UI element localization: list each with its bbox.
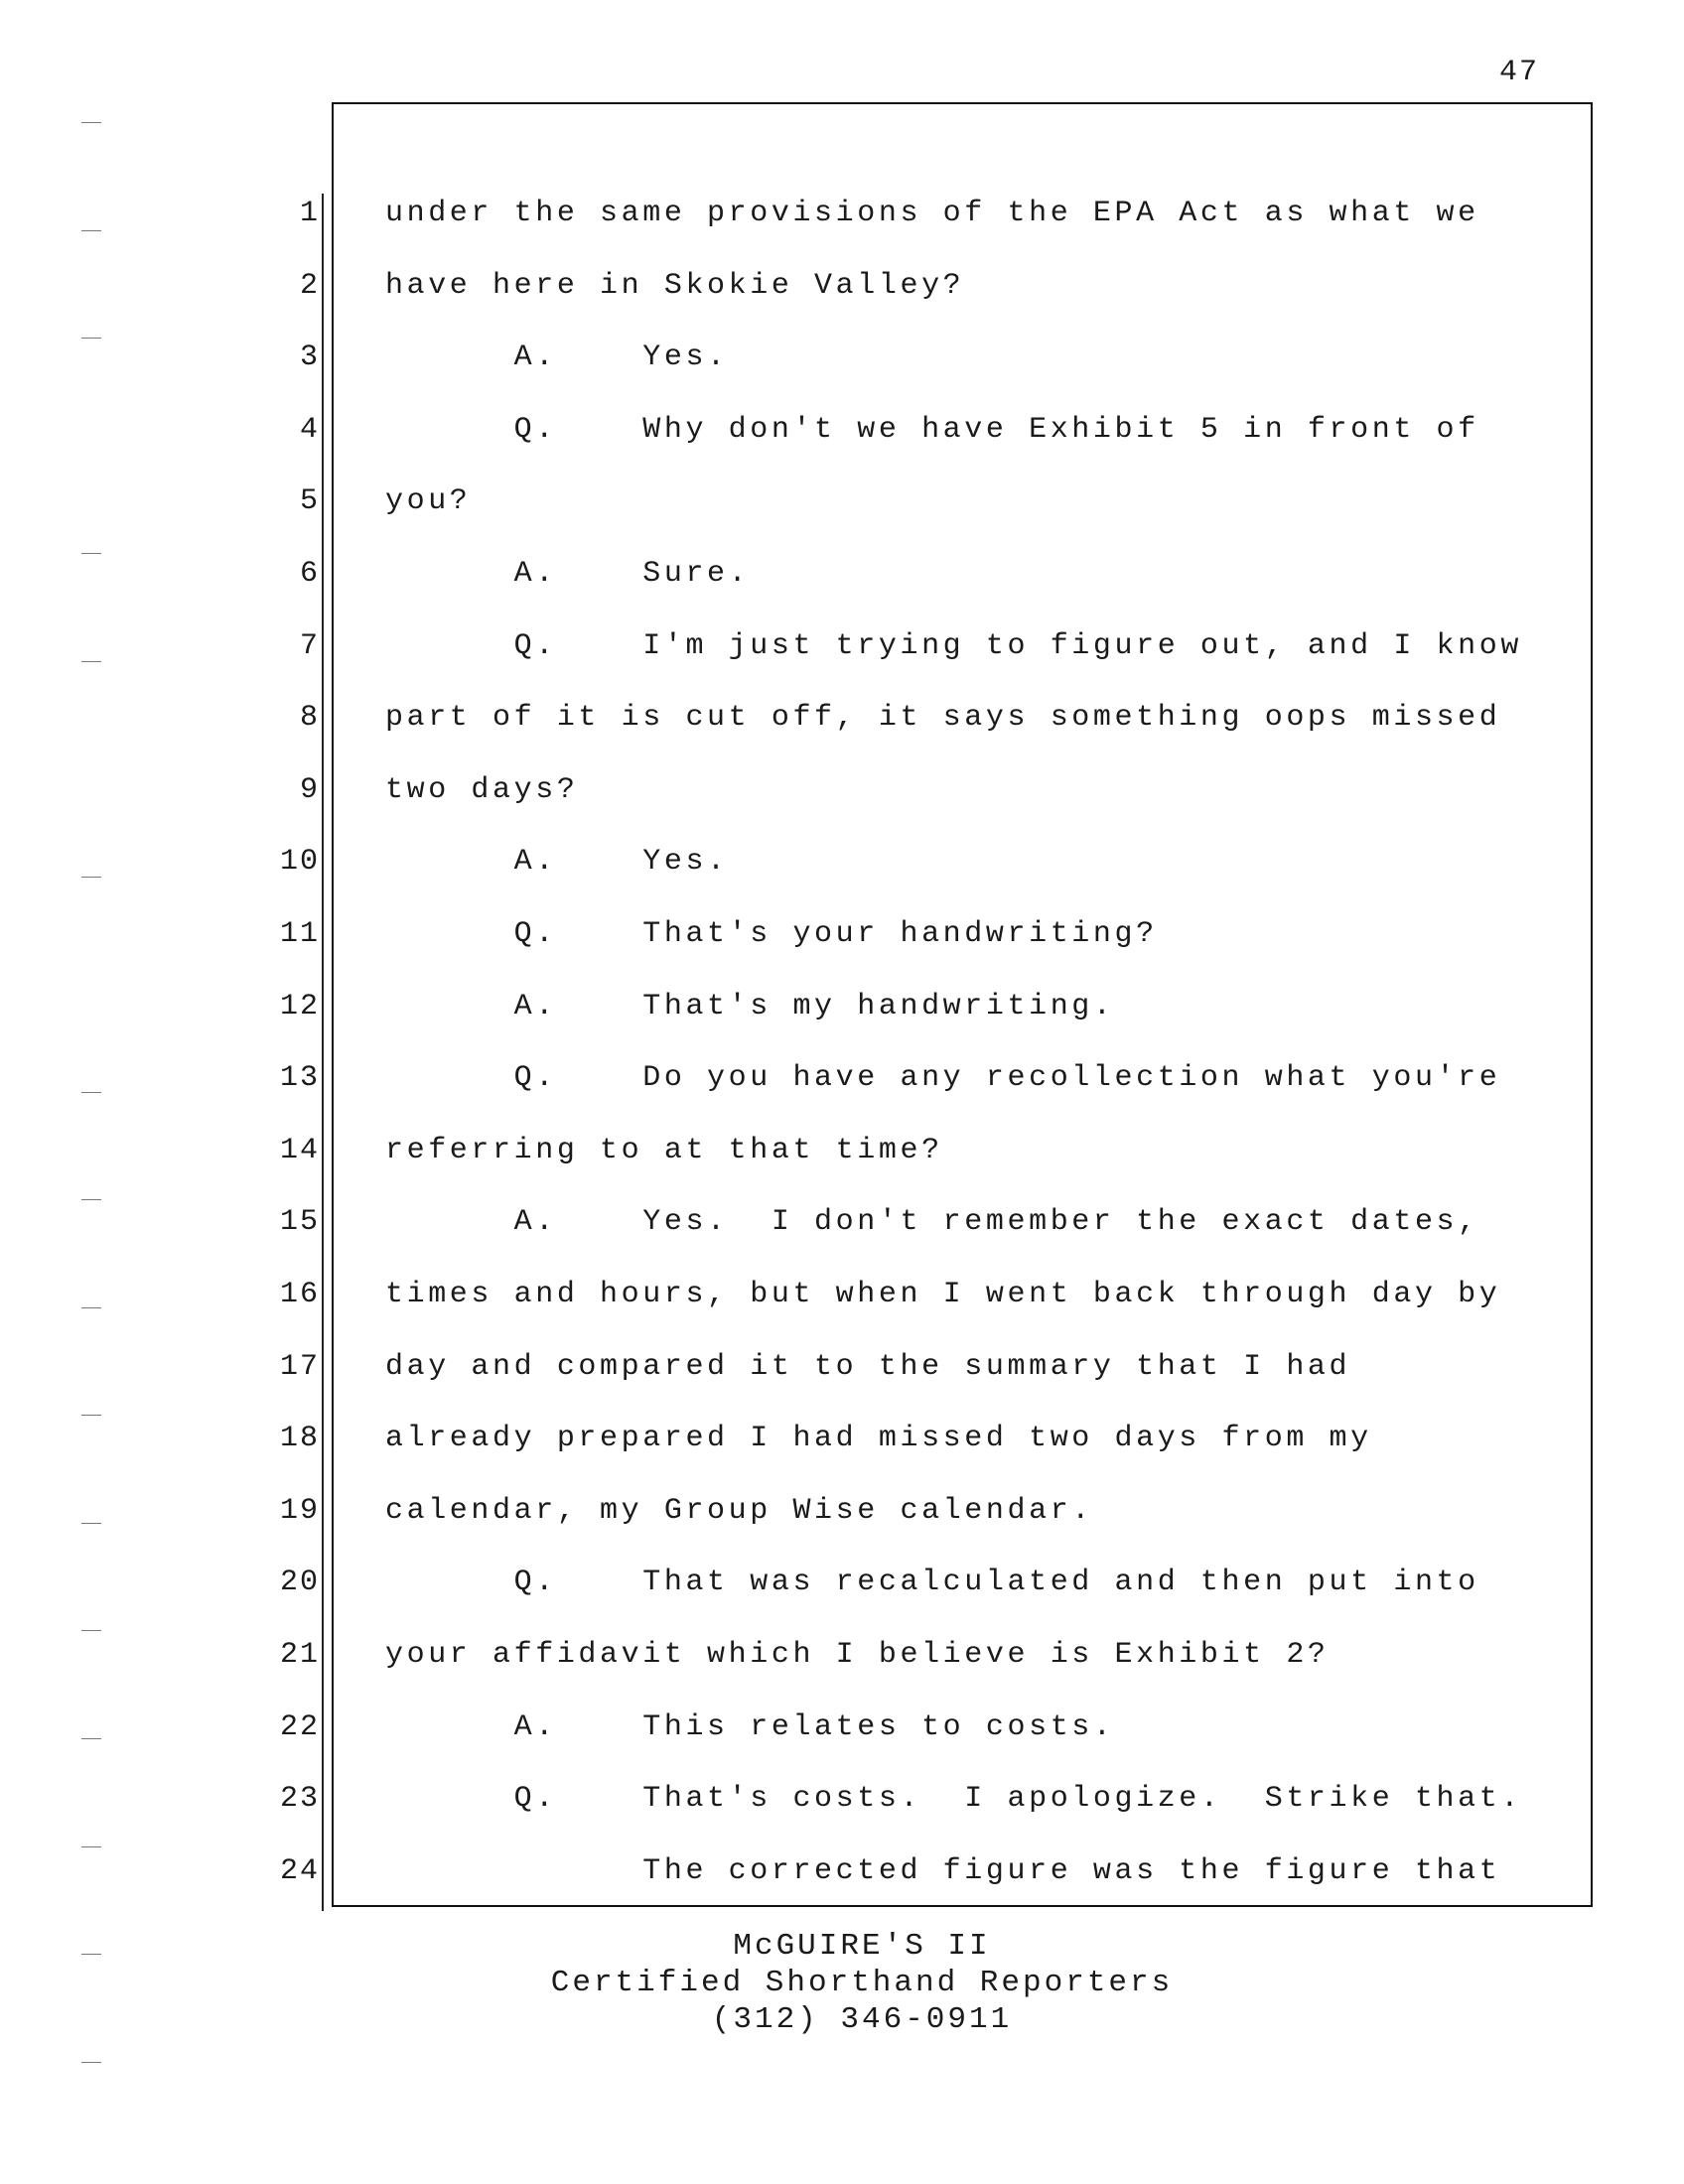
line-text: calendar, my Group Wise calendar. <box>385 1493 1093 1528</box>
line-text: A. Yes. <box>385 845 729 880</box>
transcript-line <box>0 626 1684 666</box>
transcript-line <box>0 770 1684 810</box>
line-number: 22 <box>279 1709 320 1744</box>
transcript-line <box>0 194 1684 233</box>
line-text: Q. That's your handwriting? <box>385 917 1158 951</box>
line-text: two days? <box>385 772 579 807</box>
line-number: 2 <box>299 268 320 303</box>
edge-mark <box>81 230 101 231</box>
transcript-line <box>0 1635 1684 1675</box>
line-number: 3 <box>299 341 320 375</box>
line-text: Q. Do you have any recollection what you're <box>385 1061 1501 1096</box>
edge-mark <box>81 1954 101 1955</box>
line-number: 17 <box>279 1349 320 1384</box>
line-text: Q. Why don't we have Exhibit 5 in front of <box>385 412 1479 447</box>
line-number: 4 <box>299 412 320 447</box>
transcript-line <box>0 266 1684 306</box>
line-number: 6 <box>299 557 320 591</box>
edge-mark <box>81 1307 101 1308</box>
line-number: 14 <box>279 1133 320 1167</box>
line-number: 12 <box>279 989 320 1024</box>
line-text: under the same provisions of the EPA Act as what we <box>385 197 1479 230</box>
line-number: 19 <box>279 1493 320 1528</box>
line-number: 24 <box>279 1853 320 1888</box>
transcript-line <box>0 1347 1684 1387</box>
transcript-line <box>0 554 1684 594</box>
line-number: 1 <box>299 197 320 230</box>
line-text: your affidavit which I believe is Exhibit 2? <box>385 1638 1330 1672</box>
line-text: A. Yes. I don't remember the exact dates, <box>385 1205 1479 1240</box>
line-number: 8 <box>299 701 320 736</box>
edge-mark <box>81 338 101 339</box>
transcript-line <box>0 987 1684 1026</box>
edge-mark <box>81 877 101 878</box>
transcript-line <box>0 1851 1684 1891</box>
line-number: 10 <box>279 845 320 880</box>
line-number: 23 <box>279 1782 320 1817</box>
line-number: 7 <box>299 628 320 663</box>
line-text: part of it is cut off, it says something oops missed <box>385 701 1501 736</box>
line-number: 15 <box>279 1205 320 1240</box>
transcript-line <box>0 410 1684 450</box>
edge-mark <box>81 1738 101 1739</box>
line-number: 16 <box>279 1278 320 1311</box>
line-text: you? <box>385 484 472 519</box>
line-number: 9 <box>299 772 320 807</box>
edge-mark <box>81 1092 101 1093</box>
line-text: referring to at that time? <box>385 1133 943 1167</box>
line-text: The corrected figure was the figure that <box>385 1853 1501 1888</box>
line-number: 11 <box>279 917 320 951</box>
line-text: A. Yes. <box>385 341 729 375</box>
transcript-line <box>0 1275 1684 1314</box>
transcript-line <box>0 481 1684 521</box>
line-number: 13 <box>279 1061 320 1096</box>
edge-mark <box>81 1199 101 1200</box>
line-text: day and compared it to the summary that I had <box>385 1349 1351 1384</box>
transcript-line <box>0 1491 1684 1531</box>
edge-mark <box>81 553 101 554</box>
page-number: 47 <box>1498 56 1539 89</box>
transcript-line <box>0 914 1684 954</box>
transcript-line <box>0 1563 1684 1602</box>
edge-mark <box>81 2062 101 2063</box>
line-text: times and hours, but when I went back through day by <box>385 1278 1501 1311</box>
footer-company: McGUIRE'S II <box>733 1929 991 1964</box>
footer-service: Certified Shorthand Reporters <box>550 1966 1174 2000</box>
transcript-line <box>0 1419 1684 1458</box>
transcript-line <box>0 1058 1684 1098</box>
line-text: A. Sure. <box>385 557 751 591</box>
line-text: already prepared I had missed two days from my <box>385 1422 1372 1456</box>
line-number: 21 <box>279 1638 320 1672</box>
line-number: 20 <box>279 1566 320 1600</box>
line-text: Q. I'm just trying to figure out, and I know <box>385 628 1522 663</box>
transcript-line <box>0 698 1684 738</box>
line-text: Q. That was recalculated and then put into <box>385 1566 1479 1600</box>
edge-mark <box>81 1523 101 1524</box>
reporter-footer <box>0 1928 1684 2038</box>
edge-mark <box>81 122 101 123</box>
transcript-line <box>0 1131 1684 1170</box>
line-number: 18 <box>279 1422 320 1456</box>
transcript-line <box>0 338 1684 377</box>
line-number: 5 <box>299 484 320 519</box>
transcript-line <box>0 1707 1684 1747</box>
line-text: Q. That's costs. I apologize. Strike that. <box>385 1782 1522 1817</box>
edge-mark <box>81 1846 101 1847</box>
line-text: A. That's my handwriting. <box>385 989 1115 1024</box>
transcript-line <box>0 842 1684 882</box>
line-text: A. This relates to costs. <box>385 1709 1115 1744</box>
edge-mark <box>81 661 101 662</box>
footer-phone: (312) 346-0911 <box>711 2002 1013 2037</box>
edge-mark <box>81 1415 101 1416</box>
line-text: have here in Skokie Valley? <box>385 268 965 303</box>
edge-mark <box>81 1630 101 1631</box>
transcript-line <box>0 1779 1684 1819</box>
transcript-line <box>0 1202 1684 1242</box>
